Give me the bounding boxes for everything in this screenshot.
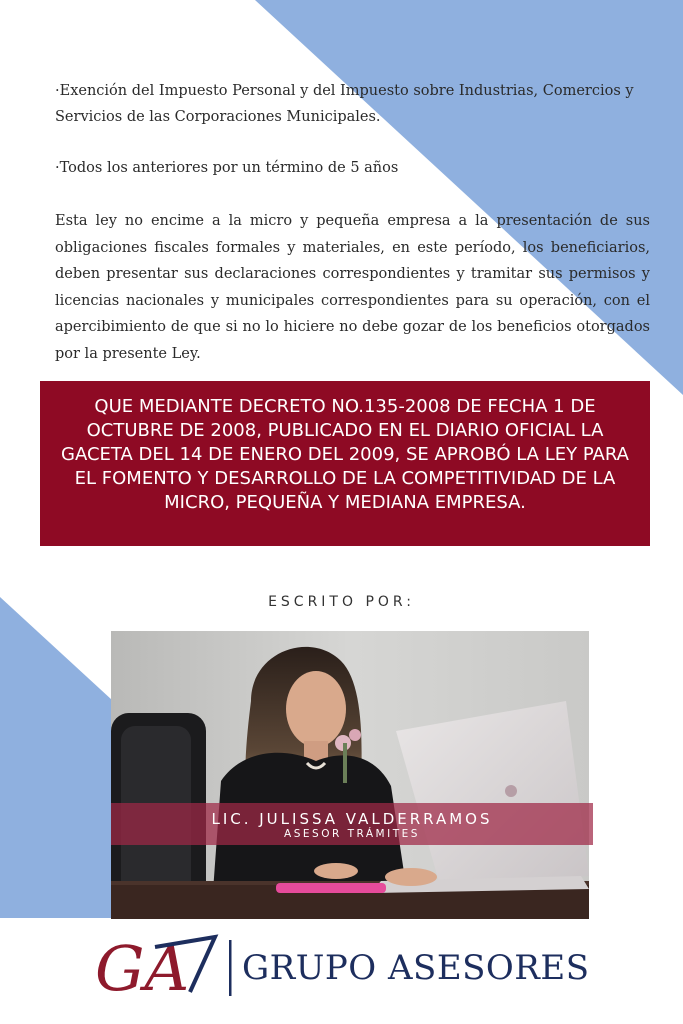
decree-banner (40, 381, 650, 546)
bottom-left-triangle (0, 597, 112, 918)
body-paragraph: Esta ley no encime a la micro y pequeña empresa a la presentación de sus obligaciones fiscales formales y materiales, en este período, los beneficiarios, deben presentar sus declaraciones correspondientes y tramitar sus permisos y licencias nacionales y municipales correspondientes para su operación, con el apercibimiento de que si no lo hiciere no debe gozar de los beneficios otorgados por la presente Ley. (55, 213, 650, 362)
author-name: LIC. JULISSA VALDERRAMOS (211, 810, 493, 828)
bullet-municipal-tax: ·Exención del Impuesto Personal y del Impuesto sobre Industrias, Comercios y Servicios de las Corporaciones Municipales. (55, 83, 634, 125)
written-by-label: ESCRITO POR: (268, 594, 415, 610)
bullet-term: ·Todos los anteriores por un término de 5 años (55, 160, 399, 176)
decree-banner-text: QUE MEDIANTE DECRETO NO.135-2008 DE FECHA 1 DE OCTUBRE DE 2008, PUBLICADO EN EL DIARIO OFICIAL LA GACETA DEL 14 DE ENERO DEL 2009, SE APROBÓ LA LEY PARA EL FOMENTO Y DESARROLLO DE LA COMPETITIVIDAD DE LA MICRO, PEQUEÑA Y MEDIANA EMPRESA. (61, 396, 629, 513)
author-name-bar (111, 803, 593, 845)
author-role: ASESOR TRÁMITES (284, 828, 420, 840)
logo-letters: GA (95, 932, 190, 1002)
author-photo (111, 631, 589, 919)
brand-name: GRUPO ASESORES (242, 948, 590, 988)
